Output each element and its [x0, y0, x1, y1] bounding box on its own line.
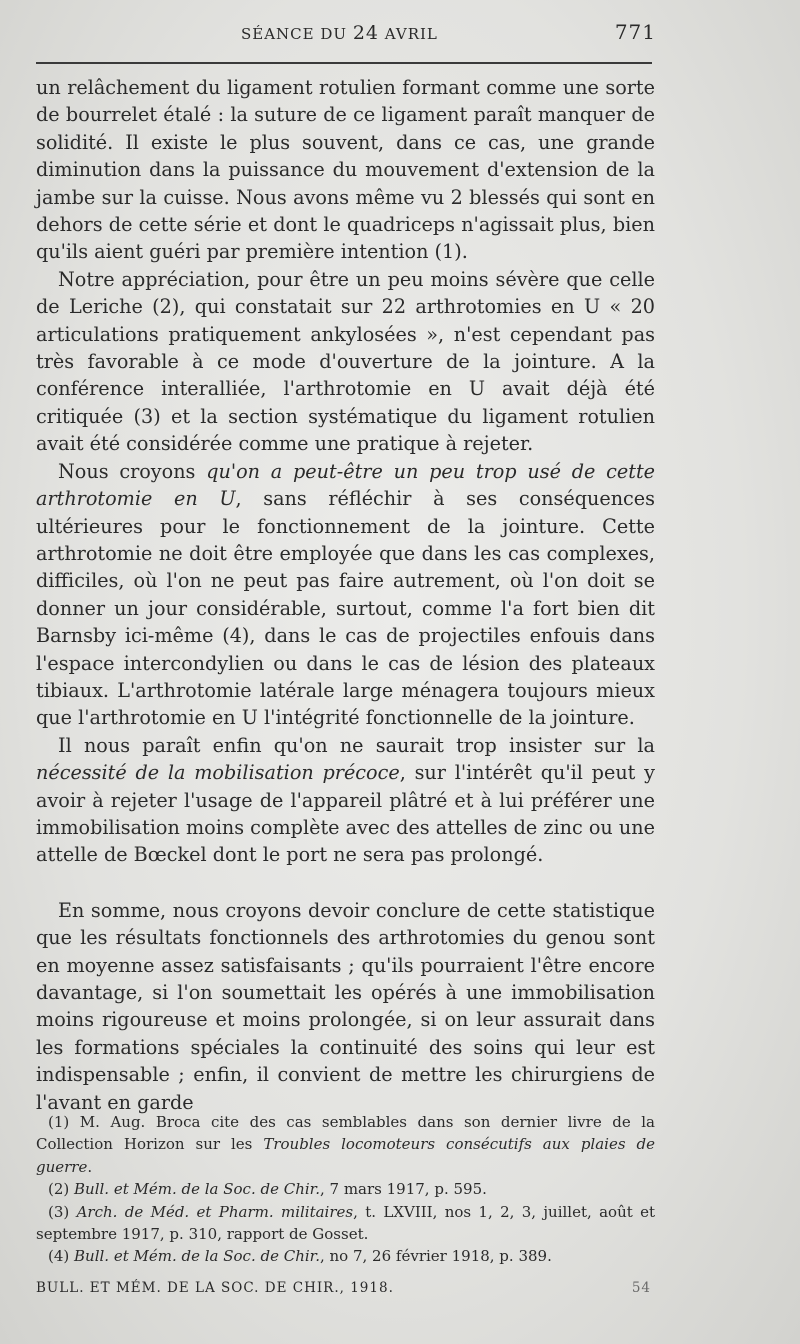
- footnote-3-end: , t. LXVIII, nos 1, 2, 3, juillet, août et septembre 1917, p. 310, rapport de Gosset.: [36, 1202, 656, 1244]
- paragraph-1: un relâchement du ligament rotulien formant comme une sorte de bourrelet étalé : la suture de ce ligament paraît manquer de solidité. Il existe le plus souvent, dans ce cas, une grande diminution dans la puissance du mouvement d'extension de la jambe sur la cuisse. Nous avons même vu 2 blessés qui sont en dehors de cette série et dont le quadriceps n'agissait plus, bien qu'ils aient guéri par première intention (1).: [36, 76, 655, 264]
- body-text: [36, 74, 655, 1116]
- footnote-1-italic: Troubles locomoteurs consécutifs aux plaies de guerre: [36, 1135, 655, 1176]
- paragraph-3-start: Nous croyons: [58, 459, 207, 483]
- journal-footer: BULL. ET MÉM. DE LA SOC. DE CHIR., 1918.: [36, 1280, 394, 1296]
- paragraph-3-italic: qu'on a peut-être un peu trop usé de cette arthrotomie en U: [36, 459, 656, 511]
- footnote-2-italic: Bull. et Mém. de la Soc. de Chir.: [74, 1180, 320, 1199]
- paragraph-4-end: , sur l'intérêt qu'il peut y avoir à rejeter l'usage de l'appareil plâtré et à lui préférer une immobilisation moins complète avec des attelles de zinc ou une attelle de Bœckel dont le port ne sera pas prolongé.: [36, 761, 656, 867]
- footnotes: [36, 1111, 655, 1268]
- footnote-1: [36, 1111, 655, 1178]
- page-footer: [36, 1280, 655, 1302]
- paragraph-4: [36, 732, 655, 869]
- footnote-4-italic: Bull. et Mém. de la Soc. de Chir.: [74, 1247, 320, 1266]
- signature-mark: 54: [631, 1280, 651, 1296]
- footnote-3: [36, 1201, 655, 1246]
- footnote-2-end: , 7 mars 1917, p. 595.: [319, 1180, 487, 1199]
- footnote-2: [36, 1178, 655, 1200]
- footnote-1-end: .: [87, 1157, 93, 1176]
- paragraph-4-italic: nécessité de la mobilisation précoce: [36, 761, 400, 785]
- footnote-4-label: (4): [48, 1247, 75, 1266]
- paragraph-5: En somme, nous croyons devoir conclure de cette statistique que les résultats fonctionnels des arthrotomies du genou sont en moyenne assez satisfaisants ; qu'ils pourraient l'être encore davantage, si l'on soumettait les opérés à une immobilisation moins rigoureuse et moins prolongée, si on leur assurait dans les formations spéciales la continuité des soins qui leur est indispensable ; enfin, il convient de mettre les chirurgiens de l'avant en garde: [36, 898, 655, 1114]
- running-title-day: 24: [352, 22, 380, 44]
- paragraph-4-start: Il nous paraît enfin qu'on ne saurait trop insister sur la: [58, 733, 655, 757]
- running-header: [36, 20, 656, 46]
- footnote-3-label: (3): [48, 1202, 77, 1221]
- footnote-4-end: , no 7, 26 février 1918, p. 389.: [319, 1247, 552, 1266]
- footnote-3-italic: Arch. de Méd. et Pharm. militaires: [76, 1202, 354, 1221]
- running-title-month: AVRIL: [384, 25, 438, 43]
- paragraph-2: Notre appréciation, pour être un peu moins sévère que celle de Leriche (2), qui constatait sur 22 arthrotomies en U « 20 articulations pratiquement ankylosées », n'est cependant pas très favorable à ce mode d'ouverture de la jointure. A la conférence interalliée, l'arthrotomie en U avait déjà été critiquée (3) et la section systématique du ligament rotulien avait été considérée comme une pratique à rejeter.: [36, 267, 655, 456]
- footnote-2-label: (2): [48, 1180, 75, 1199]
- running-title-prefix: SÉANCE DU: [241, 25, 348, 43]
- paragraph-3: [36, 458, 655, 732]
- running-title: [241, 22, 438, 44]
- footnote-1-start: (1) M. Aug. Broca cite des cas semblables dans son dernier livre de la Collection Horizon sur les: [36, 1113, 655, 1154]
- page-number: 771: [614, 20, 656, 44]
- paragraph-3-end: , sans réfléchir à ses conséquences ultérieures pour le fonctionnement de la jointure. Cette arthrotomie ne doit être employée que dans les cas complexes, difficiles, où l'on ne peut pas faire autrement, où l'on doit se donner un jour considérable, surtout, comme l'a fort bien dit Barnsby ici-même (4), dans le cas de projectiles enfouis dans l'espace intercondylien ou dans le cas de lésion des plateaux tibiaux. L'arthrotomie latérale large ménagera toujours mieux que l'arthrotomie en U l'intégrité fonctionnelle de la jointure.: [36, 487, 656, 730]
- header-rule: [36, 62, 652, 64]
- footnote-4: [36, 1245, 655, 1267]
